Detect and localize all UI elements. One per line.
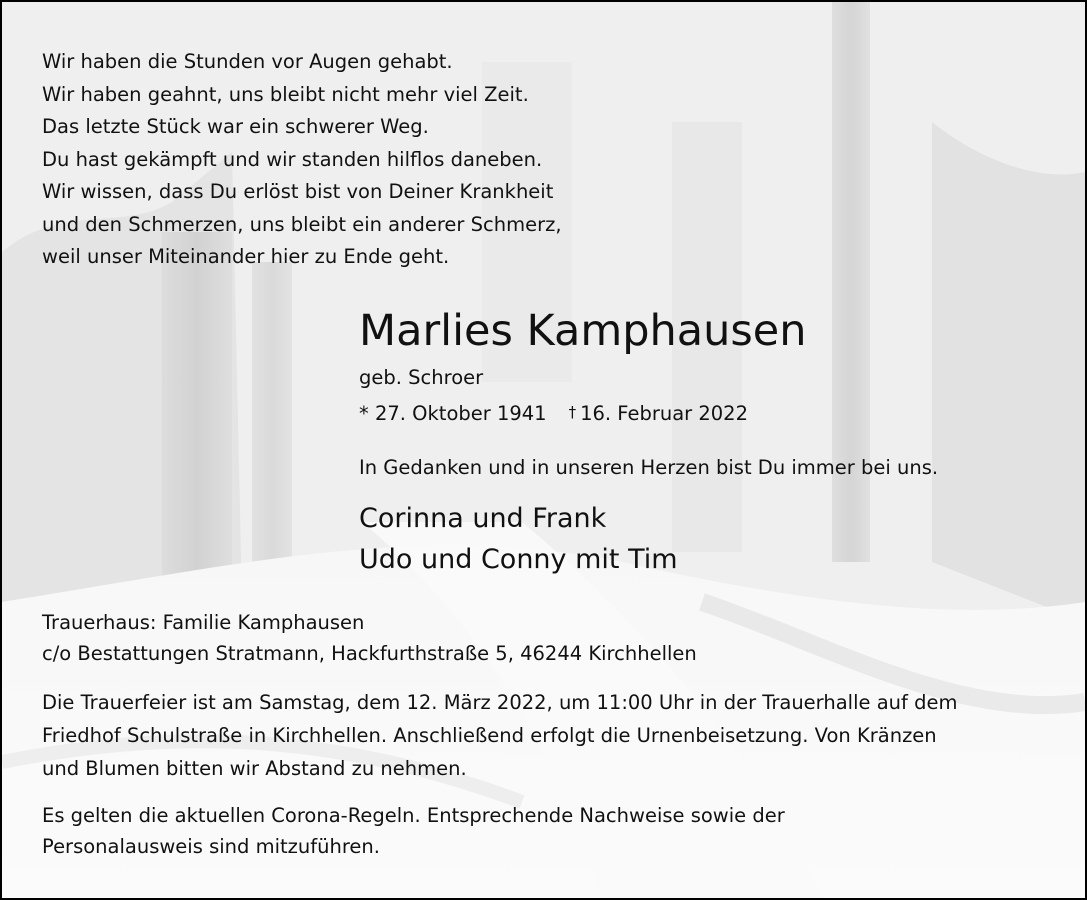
poem-line: Wir haben geahnt, uns bleibt nicht mehr viel Zeit.: [42, 82, 529, 106]
mourning-house-address: c/o Bestattungen Stratmann, Hackfurthstraße 5, 46244 Kirchhellen: [42, 642, 697, 665]
mourner-entry: Udo und Conny mit Tim: [359, 544, 678, 575]
death-date: 16. Februar 2022: [580, 402, 748, 425]
poem-line: und den Schmerzen, uns bleibt ein anderer Schmerz,: [42, 212, 562, 236]
mourner-entry: Corinna und Frank: [359, 503, 607, 534]
poem-line: Du hast gekämpft und wir standen hilflos daneben.: [42, 147, 543, 171]
deceased-name: Marlies Kamphausen: [359, 306, 807, 356]
mourning-house-line: Trauerhaus: Familie Kamphausen: [42, 611, 365, 634]
ceremony-info: [42, 686, 1042, 785]
memorial-motto: In Gedanken und in unseren Herzen bist Du immer bei uns.: [359, 456, 939, 479]
poem-line: Wir wissen, dass Du erlöst bist von Deiner Krankheit: [42, 180, 554, 203]
mourning-house: [42, 607, 697, 669]
ceremony-line: Die Trauerfeier ist am Samstag, dem 12. März 2022, um 11:00 Uhr in der Trauerhalle auf dem: [42, 691, 958, 714]
ceremony-line: und Blumen bitten wir Abstand zu nehmen.: [42, 757, 467, 780]
corona-line: Es gelten die aktuellen Corona-Regeln. Entsprechende Nachweise sowie der: [42, 804, 785, 827]
poem-line: weil unser Miteinander hier zu Ende geht.: [42, 245, 450, 268]
poem-line: Das letzte Stück war ein schwerer Weg.: [42, 115, 429, 138]
maiden-name: geb. Schroer: [359, 366, 484, 389]
mourners-list: [359, 498, 678, 580]
life-dates: [359, 398, 748, 428]
corona-line: Personalausweis sind mitzuführen.: [42, 835, 380, 858]
poem-line: Wir haben die Stunden vor Augen gehabt.: [42, 50, 453, 73]
corona-notice: [42, 800, 1042, 862]
birth-date: * 27. Oktober 1941: [359, 402, 547, 425]
cross-icon: †: [568, 403, 577, 421]
ceremony-line: Friedhof Schulstraße in Kirchhellen. Anschließend erfolgt die Urnenbeisetzung. Von Kränzen: [42, 724, 937, 747]
poem-verse: [42, 46, 762, 274]
